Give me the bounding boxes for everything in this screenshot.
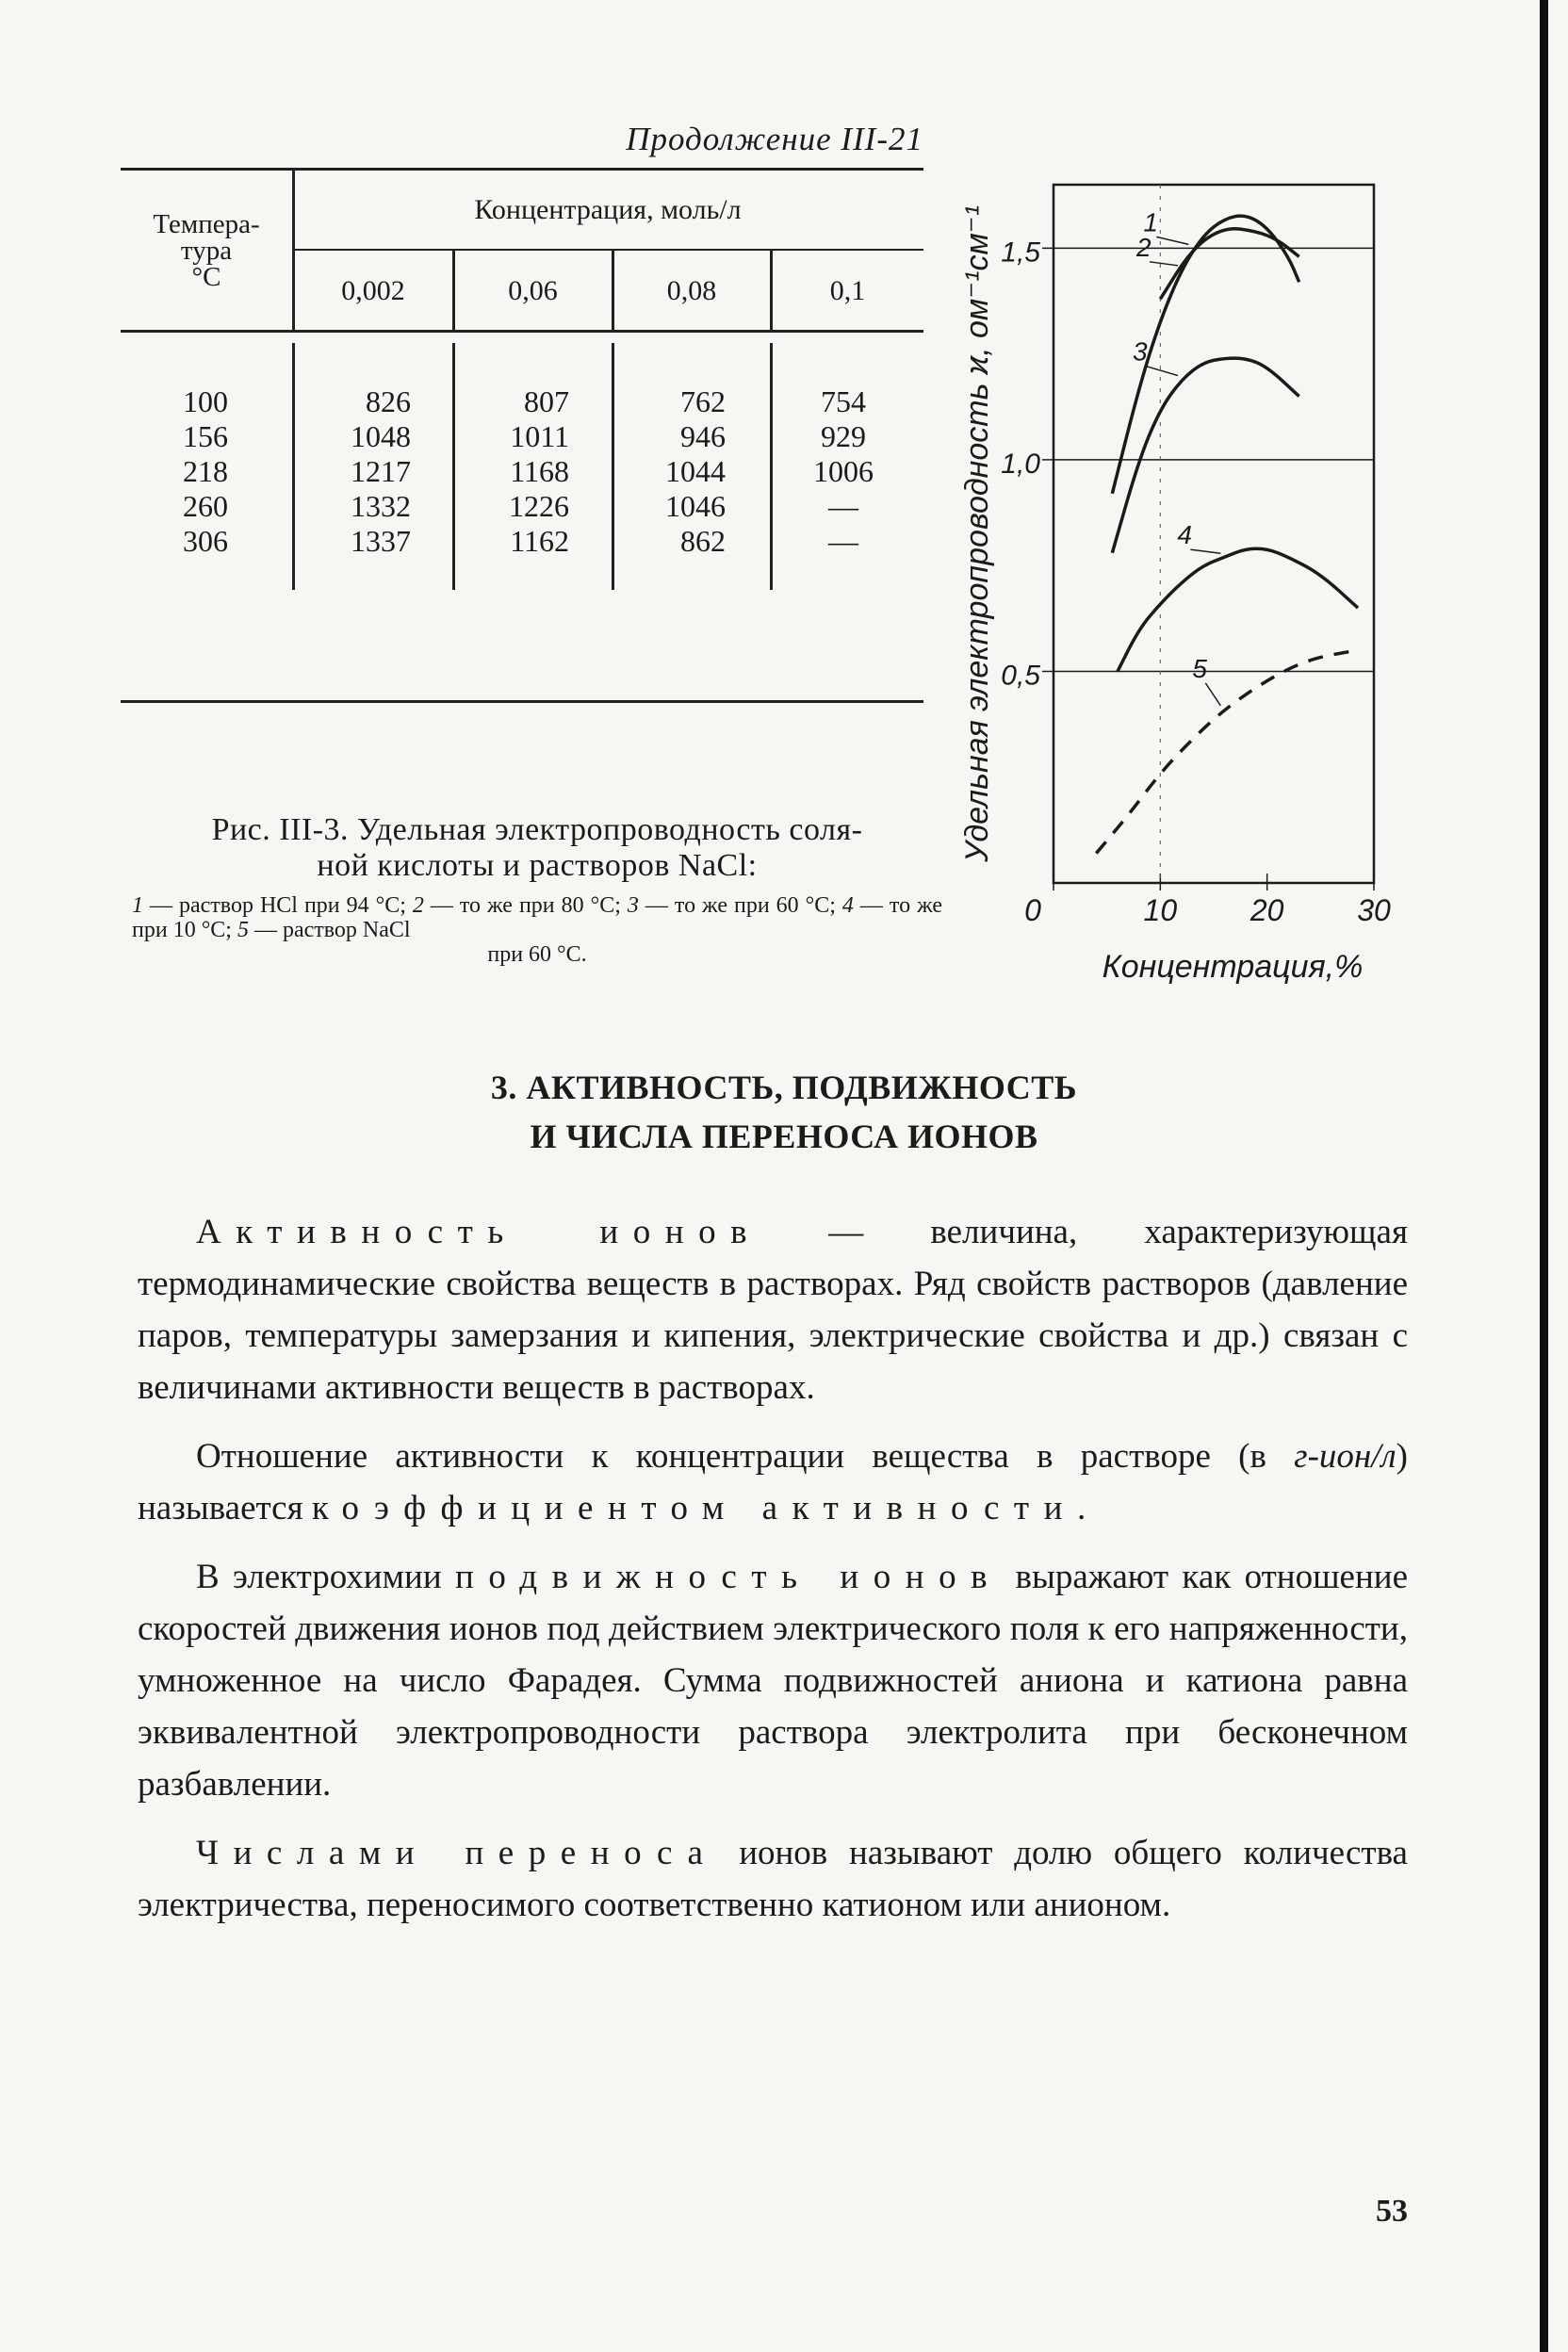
paragraph bbox=[138, 1206, 1408, 1413]
x-tick-label: 20 bbox=[1250, 893, 1284, 927]
subheader-rule bbox=[292, 249, 923, 251]
col-divider bbox=[452, 343, 455, 590]
x-axis-label: Концентрация,% bbox=[1102, 949, 1364, 985]
paragraph-text: выражают как отношение скоростей движения ионов под действием электрического поля к его напряженности, умноженное на число Фарадея. Сумма подвижностей аниона и катиона равна эквивалентной электропроводности раствора электролита при бесконечном разбавлении. bbox=[138, 1558, 1409, 1804]
paragraph-text: . bbox=[1076, 1489, 1086, 1527]
caption-title-line: Рис. III-3. Удельная электропроводность соля- bbox=[211, 812, 863, 847]
table-cell: 1337 bbox=[351, 524, 411, 558]
term: Активность ионов bbox=[196, 1213, 762, 1251]
paragraph-text: — величина, характеризующая термодинамические свойства веществ в растворах. Ряд свойств растворов (давление паров, температуры замерзания и кипения, электрические свойства и др.) связан с величинами активности веществ в растворах. bbox=[138, 1213, 1408, 1407]
table-cell: 156 bbox=[183, 419, 228, 453]
series-label-leader bbox=[1146, 367, 1178, 376]
series-label-leader bbox=[1150, 262, 1178, 266]
paragraph-text: ионов называют долю общего количества электричества, переносимого соответственно катионом или анионом. bbox=[138, 1834, 1408, 1924]
temperature-column bbox=[158, 384, 253, 559]
series-label: 3 bbox=[1133, 336, 1148, 367]
table-bottom-rule bbox=[121, 700, 923, 703]
paragraph bbox=[138, 1430, 1408, 1534]
series-label: 2 bbox=[1136, 232, 1152, 262]
x-tick-label: 30 bbox=[1357, 893, 1391, 927]
conc-0: 0,002 bbox=[341, 275, 405, 306]
caption-legend bbox=[132, 893, 942, 967]
legend-num: 4 bbox=[841, 893, 854, 918]
conc-3: 0,1 bbox=[829, 275, 866, 306]
paragraph-text: В электрохимии bbox=[196, 1558, 455, 1596]
term: подвижность ионов bbox=[454, 1558, 1003, 1596]
series-label-leader bbox=[1190, 549, 1220, 553]
table-cell: 1011 bbox=[510, 419, 569, 453]
series-line-5 bbox=[1096, 650, 1358, 854]
series-label: 4 bbox=[1177, 520, 1192, 550]
y-tick-label: 1,0 bbox=[1001, 448, 1040, 480]
series-line-4 bbox=[1118, 548, 1358, 671]
table-cell: 1006 bbox=[813, 454, 874, 488]
paragraph bbox=[138, 1827, 1408, 1931]
temperature-header: Темпера- тура °С bbox=[153, 209, 260, 292]
table-cell: 946 bbox=[680, 419, 726, 453]
legend-text: — то же при 10 °С; bbox=[132, 893, 942, 942]
table-top-rule bbox=[121, 168, 923, 171]
paragraph-text: ) называется bbox=[138, 1437, 1408, 1527]
table-cell: 1046 bbox=[665, 489, 726, 523]
conc-1: 0,06 bbox=[508, 275, 558, 306]
y-tick-label: 1,5 bbox=[1001, 237, 1040, 269]
table-cell: 862 bbox=[680, 524, 726, 558]
table-cell: 929 bbox=[821, 419, 866, 453]
legend-text: — то же при 60 °С; bbox=[638, 893, 842, 918]
table-cell: 1226 bbox=[509, 489, 569, 523]
legend-text: при 60 °С. bbox=[487, 942, 587, 967]
table-cell: 1332 bbox=[351, 489, 411, 523]
col-divider bbox=[612, 343, 614, 590]
paragraph-text: Отношение активности к концентрации вещества в растворе (в bbox=[196, 1437, 1295, 1476]
table-cell: 218 bbox=[183, 454, 228, 488]
table-cell: 1168 bbox=[510, 454, 569, 488]
table-cell: 1044 bbox=[665, 454, 726, 488]
section-heading bbox=[0, 1063, 1568, 1161]
y-axis-label: Удельная электропроводность ϰ, ом⁻¹см⁻¹ bbox=[959, 204, 995, 863]
x-tick-label: 0 bbox=[1024, 893, 1041, 927]
table-cell: 807 bbox=[524, 384, 569, 418]
value-column bbox=[629, 384, 726, 559]
binding-edge bbox=[1540, 0, 1548, 2352]
value-column bbox=[469, 384, 569, 559]
series-line-1 bbox=[1160, 229, 1298, 299]
table-cell: — bbox=[828, 489, 858, 523]
legend-num: 1 bbox=[132, 893, 143, 918]
value-column bbox=[309, 384, 411, 559]
page-number: 53 bbox=[1376, 2194, 1408, 2229]
y-tick-label: 0,5 bbox=[1001, 660, 1040, 692]
legend-num: 2 bbox=[412, 893, 424, 918]
legend-text: — то же при 80 °С; bbox=[423, 893, 628, 918]
legend-text: — раствор HCl при 94 °С; bbox=[143, 893, 413, 918]
table-cell: 762 bbox=[680, 384, 726, 418]
series-label-leader bbox=[1156, 237, 1188, 244]
legend-num: 3 bbox=[627, 893, 639, 918]
series-label: 5 bbox=[1192, 653, 1207, 683]
plot-frame bbox=[1054, 185, 1374, 883]
figure-caption bbox=[132, 812, 942, 967]
unit: г-ион/л bbox=[1294, 1437, 1396, 1476]
series-label-leader bbox=[1205, 683, 1220, 706]
data-table bbox=[121, 168, 923, 705]
table-cell: 1162 bbox=[510, 524, 569, 558]
body-text bbox=[138, 1206, 1408, 1948]
col-divider bbox=[770, 343, 773, 590]
table-cell: 754 bbox=[821, 384, 866, 418]
table-cell: 826 bbox=[366, 384, 411, 418]
value-column bbox=[792, 384, 895, 559]
table-cell: — bbox=[828, 524, 858, 558]
x-tick-label: 10 bbox=[1143, 893, 1178, 927]
table-cell: 306 bbox=[183, 524, 228, 558]
conductivity-chart bbox=[942, 170, 1413, 1018]
concentration-header: Концентрация, моль/л bbox=[474, 194, 742, 225]
col-divider bbox=[292, 343, 295, 590]
caption-title-line: ной кислоты и растворов NaCl: bbox=[317, 848, 758, 883]
conc-2: 0,08 bbox=[666, 275, 717, 306]
table-cell: 100 bbox=[183, 384, 228, 418]
legend-num: 5 bbox=[237, 918, 249, 942]
table-cell: 260 bbox=[183, 489, 228, 523]
table-cell: 1048 bbox=[351, 419, 411, 453]
header-rule bbox=[121, 330, 923, 333]
legend-text: — раствор NaCl bbox=[248, 918, 411, 942]
term: коэффициентом активности bbox=[311, 1489, 1077, 1527]
section-heading-line: 3. АКТИВНОСТЬ, ПОДВИЖНОСТЬ bbox=[490, 1069, 1078, 1106]
section-heading-line: И ЧИСЛА ПЕРЕНОСА ИОНОВ bbox=[530, 1118, 1038, 1155]
series-label: 1 bbox=[1143, 207, 1158, 237]
continuation-header: Продолжение III-21 bbox=[626, 121, 923, 157]
paragraph bbox=[138, 1551, 1408, 1810]
table-cell: 1217 bbox=[351, 454, 411, 488]
term: Числами переноса bbox=[196, 1834, 718, 1872]
